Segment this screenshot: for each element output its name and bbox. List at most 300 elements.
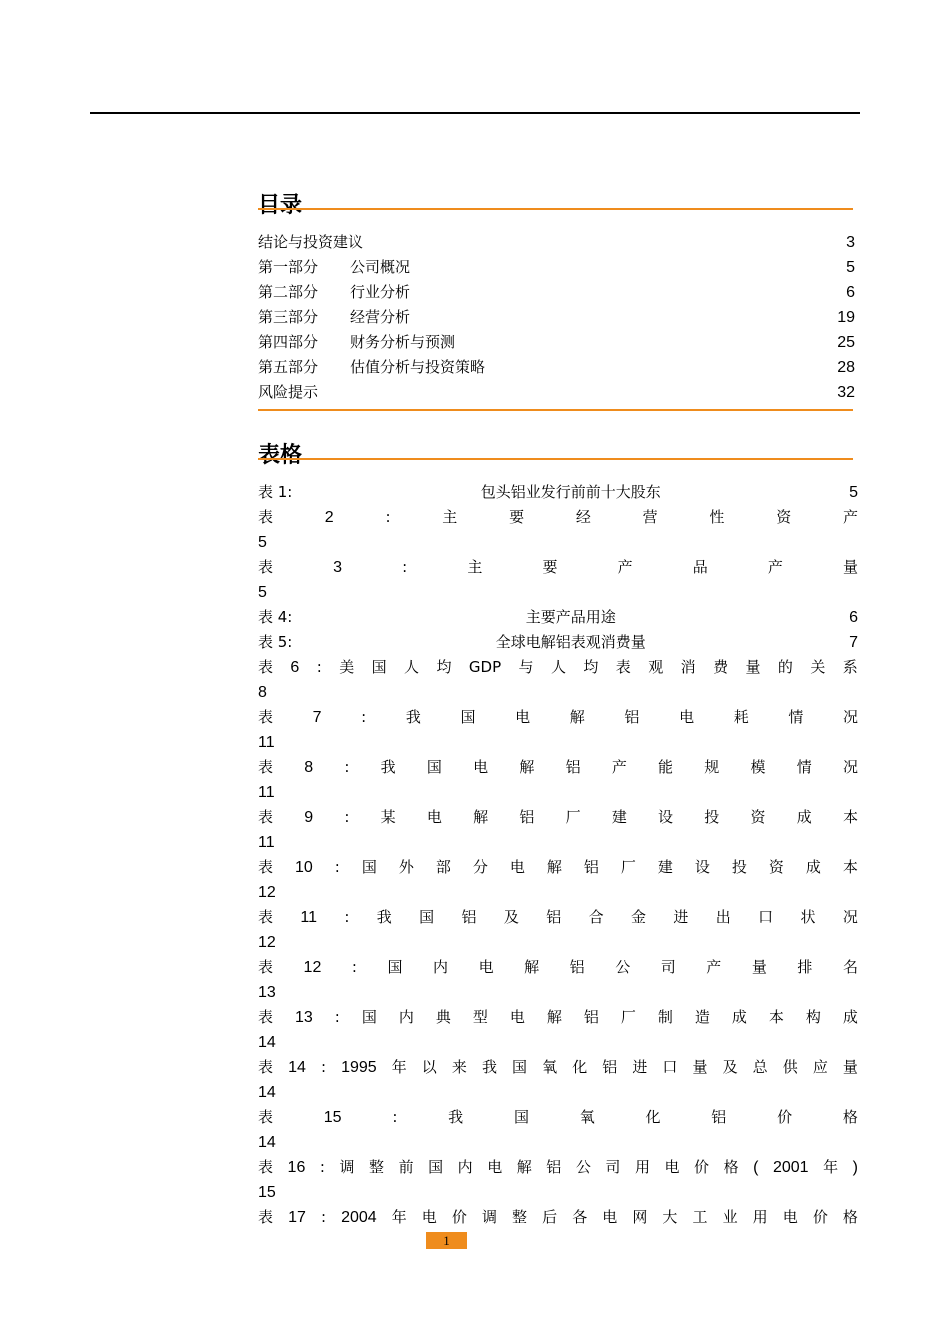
table-list-token: 能 — [658, 758, 674, 776]
table-list-token: 公 — [575, 1158, 591, 1176]
table-list-token: 国 — [387, 958, 403, 976]
table-list-token: : — [385, 508, 391, 526]
toc-entry-title: 经营分析 — [350, 308, 411, 326]
table-list-entry-line — [258, 555, 858, 580]
table-list-token: 电 — [478, 958, 494, 976]
table-list-token: 造 — [694, 1008, 710, 1026]
table-list-token: 制 — [657, 1008, 673, 1026]
table-list-token: 厂 — [620, 1008, 636, 1026]
table-list-token: 公 — [615, 958, 631, 976]
table-list-entry-line — [258, 855, 858, 880]
table-list-token: : — [402, 558, 408, 576]
table-list-token: 国 — [513, 1108, 529, 1126]
table-list-entry-line — [258, 1155, 858, 1180]
toc-entry[interactable] — [258, 305, 855, 330]
table-list-token: 资 — [776, 508, 792, 526]
table-list-token: 表 — [258, 1208, 274, 1226]
table-list-token: 解 — [524, 958, 540, 976]
toc-entry-page: 3 — [846, 234, 855, 251]
toc-entry-page: 19 — [837, 309, 855, 326]
table-list-token: 工 — [692, 1208, 708, 1226]
table-list-token: 后 — [542, 1208, 558, 1226]
table-list-token: 资 — [768, 858, 784, 876]
toc-heading-block — [258, 192, 853, 220]
table-list-token: 解 — [546, 858, 562, 876]
table-list-token: 电 — [679, 708, 695, 726]
table-list-token: 情 — [788, 708, 804, 726]
table-list-token: : — [361, 708, 367, 726]
table-list-token: 美 — [339, 658, 355, 676]
table-list-token: 整 — [369, 1158, 385, 1176]
table-list-token: : — [334, 858, 340, 876]
table-list-token: 价 — [451, 1208, 467, 1226]
table-list-token: 构 — [805, 1008, 821, 1026]
table-list-token: 费 — [713, 658, 729, 676]
table-list-token: 消 — [680, 658, 696, 676]
table-list-entry-page: 15 — [258, 1184, 276, 1201]
table-list-entry-line — [258, 905, 858, 930]
table-list-token: 表 — [258, 658, 274, 676]
table-list-entry[interactable] — [258, 1055, 858, 1105]
table-list-token: 年 — [391, 1058, 407, 1076]
table-list-token: : — [351, 958, 357, 976]
toc-list — [258, 230, 855, 405]
table-list-token: 6 — [290, 659, 300, 676]
table-list-token: 观 — [648, 658, 664, 676]
table-list-token: 前 — [398, 1158, 414, 1176]
toc-heading: 目录 — [258, 193, 303, 218]
table-list-entry-page: 12 — [258, 934, 276, 951]
table-list-token: 合 — [588, 908, 604, 926]
table-list-token: 产 — [767, 558, 783, 576]
table-list-entry-line — [258, 1105, 858, 1130]
tables-heading-rule — [258, 458, 853, 460]
table-list-entry-page: 14 — [258, 1134, 276, 1151]
table-list-entry[interactable] — [258, 705, 858, 755]
table-list-token: 司 — [660, 958, 676, 976]
table-list-token: 产 — [617, 558, 633, 576]
table-list-token: 2001 — [772, 1159, 809, 1176]
table-list-token: 铝 — [546, 908, 562, 926]
table-list-token: 型 — [472, 1008, 488, 1026]
table-list-token: 关 — [810, 658, 826, 676]
table-list-token: 电 — [426, 808, 442, 826]
table-list-token: 况 — [842, 908, 858, 926]
table-list-token: 价 — [777, 1108, 793, 1126]
table-list-token: 分 — [472, 858, 488, 876]
table-list-token: 大 — [662, 1208, 678, 1226]
table-list-entry-line — [258, 1055, 858, 1080]
table-list-entry[interactable] — [258, 655, 858, 705]
toc-entry-title: 公司概况 — [350, 258, 411, 276]
toc-entry[interactable] — [258, 255, 855, 280]
table-list-entry-page: 5 — [258, 584, 267, 601]
table-list-entry[interactable] — [258, 905, 858, 955]
table-list-token: 电 — [782, 1208, 798, 1226]
table-list-entry-page: 8 — [258, 684, 267, 701]
toc-entry[interactable] — [258, 380, 855, 405]
table-list-entry[interactable] — [258, 1205, 858, 1230]
table-list-token: 主 — [442, 508, 458, 526]
table-list-entry[interactable] — [258, 505, 858, 555]
table-list-token: 系 — [842, 658, 858, 676]
toc-entry-part: 第五部分 — [258, 358, 319, 376]
table-list-token: 解 — [516, 1158, 532, 1176]
table-list-token: 表 1: — [258, 483, 293, 501]
table-list-token: 表 — [258, 1158, 274, 1176]
table-list-token: 以 — [421, 1058, 437, 1076]
table-list-token: : — [320, 1208, 326, 1226]
table-list-token: 铝 — [583, 1008, 599, 1026]
table-list-token: 状 — [800, 908, 816, 926]
table-list-token: 铝 — [602, 1058, 618, 1076]
table-list-token: 表 — [258, 858, 274, 876]
table-list-token: : — [392, 1108, 398, 1126]
table-list-token: 2 — [324, 509, 334, 526]
table-list-token: 解 — [519, 758, 535, 776]
toc-entry-page: 25 — [837, 334, 855, 351]
table-list-token: 及 — [503, 908, 519, 926]
toc-entry[interactable] — [258, 230, 855, 255]
tables-heading-block — [258, 442, 853, 470]
table-list-token: 内 — [433, 958, 449, 976]
table-list-entry-line — [258, 505, 858, 530]
tables-heading: 表格 — [258, 443, 303, 468]
table-list-token: 情 — [796, 758, 812, 776]
table-list-token: 名 — [842, 958, 858, 976]
table-list-token: 的 — [777, 658, 793, 676]
table-list-token: 8 — [304, 759, 314, 776]
table-list-entry-page: 11 — [258, 784, 275, 801]
table-list-token: : — [320, 1058, 326, 1076]
toc-entry-page: 32 — [837, 384, 855, 401]
table-list-token: 成 — [842, 1008, 858, 1026]
table-list-token: 16 — [287, 1159, 306, 1176]
table-list-token: : — [344, 758, 350, 776]
table-list-entry-line — [258, 655, 858, 680]
table-list-token: 本 — [842, 808, 858, 826]
table-list-token: 整 — [512, 1208, 528, 1226]
table-list-token: 电 — [487, 1158, 503, 1176]
table-list-token: 表 — [258, 1058, 274, 1076]
table-list-token: 铝 — [565, 758, 581, 776]
table-list-token: 格 — [842, 1108, 858, 1126]
table-list-token: 2004 — [341, 1209, 377, 1226]
table-list-token: 用 — [634, 1158, 650, 1176]
table-list-token: 进 — [673, 908, 689, 926]
table-list-token: 产 — [611, 758, 627, 776]
table-list-token: 人 — [404, 658, 420, 676]
table-list-entry-page: 13 — [258, 984, 276, 1001]
table-list-entry[interactable] — [258, 1005, 858, 1055]
table-list-token: : — [344, 808, 350, 826]
table-list-token: 9 — [304, 809, 314, 826]
table-list-token: 厂 — [620, 858, 636, 876]
table-list-token: 我 — [376, 908, 392, 926]
table-list-token: 电 — [602, 1208, 618, 1226]
table-list-token: 均 — [436, 658, 452, 676]
table-list-token: 国 — [419, 908, 435, 926]
table-list-token: 表 — [258, 758, 274, 776]
table-list-token: 成 — [805, 858, 821, 876]
table-list-token: 主 — [467, 558, 483, 576]
table-list-entry-line — [258, 805, 858, 830]
table-list-token: 铝 — [711, 1108, 727, 1126]
table-list-token: 投 — [731, 858, 747, 876]
table-list-token: 国 — [361, 1008, 377, 1026]
table-list-entry-line — [258, 955, 858, 980]
table-list-token: 年 — [823, 1158, 839, 1176]
table-list-token: 营 — [642, 508, 658, 526]
table-list-token: 电 — [664, 1158, 680, 1176]
table-list-token: 外 — [398, 858, 414, 876]
table-list-token: 1995 — [341, 1059, 377, 1076]
tables-list — [258, 480, 858, 1230]
table-list-token: 主要产品用途 — [525, 608, 616, 626]
table-list-token: ( — [753, 1159, 759, 1176]
table-list-token: : — [344, 908, 350, 926]
toc-entry-title: 行业分析 — [350, 283, 411, 301]
table-list-token: 包头铝业发行前前十大股东 — [480, 483, 661, 501]
table-list-entry[interactable] — [258, 805, 858, 855]
toc-entry-part: 第二部分 — [258, 283, 319, 301]
table-list-token: 金 — [631, 908, 647, 926]
table-list-entry-page: 5 — [258, 534, 267, 551]
toc-bottom-rule — [258, 409, 853, 411]
table-list-token: 量 — [842, 558, 858, 576]
table-list-token: 量 — [751, 958, 767, 976]
table-list-token: 解 — [569, 708, 585, 726]
table-list-token: 我 — [380, 758, 396, 776]
header-rule — [90, 112, 860, 114]
table-list-token: 与 — [518, 658, 534, 676]
table-list-token: 成 — [731, 1008, 747, 1026]
table-list-token: 排 — [797, 958, 813, 976]
table-list-token: 内 — [398, 1008, 414, 1026]
table-list-token: 典 — [435, 1008, 451, 1026]
table-list-token: 来 — [451, 1058, 467, 1076]
table-list-entry[interactable] — [258, 755, 858, 805]
table-list-entry-line — [258, 480, 858, 505]
table-list-token: 资 — [750, 808, 766, 826]
toc-entry-page: 6 — [846, 284, 855, 301]
table-list-token: 本 — [768, 1008, 784, 1026]
table-list-token: 某 — [380, 808, 396, 826]
table-list-token: 建 — [611, 808, 627, 826]
table-list-entry[interactable] — [258, 605, 858, 630]
table-list-entry[interactable] — [258, 1105, 858, 1155]
table-list-token: 17 — [288, 1209, 306, 1226]
table-list-token: 本 — [842, 858, 858, 876]
toc-entry[interactable] — [258, 355, 855, 380]
table-list-token: ) — [852, 1159, 858, 1176]
table-list-token: 价 — [812, 1208, 828, 1226]
table-list-token: 部 — [435, 858, 451, 876]
table-list-token: 格 — [723, 1158, 739, 1176]
table-list-entry-line — [258, 605, 858, 630]
toc-entry-part: 第三部分 — [258, 308, 319, 326]
table-list-entry-line — [258, 705, 858, 730]
table-list-token: 国 — [512, 1058, 528, 1076]
table-list-token: 成 — [796, 808, 812, 826]
table-list-entry[interactable] — [258, 630, 858, 655]
table-list-token: : — [316, 658, 322, 676]
table-list-entry-line — [258, 1005, 858, 1030]
table-list-entry-line — [258, 755, 858, 780]
table-list-token: 10 — [295, 859, 313, 876]
table-list-entry[interactable] — [258, 480, 858, 505]
table-list-token: 电 — [509, 1008, 525, 1026]
table-list-token: 业 — [722, 1208, 738, 1226]
table-list-token: 规 — [704, 758, 720, 776]
table-list-token: 国 — [371, 658, 387, 676]
table-list-token: 3 — [333, 559, 343, 576]
toc-entry-part: 第一部分 — [258, 258, 319, 276]
table-list-token: 司 — [605, 1158, 621, 1176]
table-list-token: 各 — [572, 1208, 588, 1226]
table-list-token: 表 — [258, 1008, 274, 1026]
table-list-token: 表 4: — [258, 608, 293, 626]
table-list-token: 模 — [750, 758, 766, 776]
table-list-token: 铝 — [569, 958, 585, 976]
table-list-token: 6 — [849, 609, 858, 626]
table-list-token: 用 — [752, 1208, 768, 1226]
table-list-token: 量 — [692, 1058, 708, 1076]
table-list-token: GDP — [468, 658, 502, 676]
table-list-token: 调 — [481, 1208, 497, 1226]
table-list-token: 13 — [295, 1009, 313, 1026]
table-list-token: 12 — [303, 959, 322, 976]
table-list-token: 产 — [706, 958, 722, 976]
table-list-token: 调 — [339, 1158, 355, 1176]
table-list-token: 表 — [258, 1108, 274, 1126]
table-list-token: 氧 — [542, 1058, 558, 1076]
table-list-token: 7 — [312, 709, 322, 726]
table-list-entry-page: 14 — [258, 1034, 276, 1051]
table-list-token: 内 — [457, 1158, 473, 1176]
table-list-token: 人 — [550, 658, 566, 676]
table-list-token: 量 — [842, 1058, 858, 1076]
table-list-token: 况 — [842, 758, 858, 776]
table-list-token: 口 — [662, 1058, 678, 1076]
table-list-token: 电 — [473, 758, 489, 776]
table-list-token: 表 — [258, 958, 274, 976]
table-list-token: 表 — [258, 808, 274, 826]
table-list-token: 耗 — [733, 708, 749, 726]
table-list-token: 出 — [715, 908, 731, 926]
table-list-token: 化 — [572, 1058, 588, 1076]
table-list-entry[interactable] — [258, 555, 858, 605]
table-list-token: 厂 — [565, 808, 581, 826]
table-list-token: 设 — [658, 808, 674, 826]
table-list-token: 量 — [745, 658, 761, 676]
table-list-token: 铝 — [519, 808, 535, 826]
table-list-token: 经 — [575, 508, 591, 526]
table-list-token: 建 — [657, 858, 673, 876]
table-list-token: 铝 — [461, 908, 477, 926]
toc-entry-title: 估值分析与投资策略 — [350, 358, 486, 376]
table-list-token: 供 — [782, 1058, 798, 1076]
page-number-badge: 1 — [426, 1232, 467, 1249]
toc-entry-page: 5 — [846, 259, 855, 276]
table-list-token: 格 — [842, 1208, 858, 1226]
table-list-token: 表 — [258, 508, 274, 526]
table-list-token: : — [334, 1008, 340, 1026]
table-list-token: 进 — [632, 1058, 648, 1076]
table-list-entry-page: 14 — [258, 1084, 276, 1101]
table-list-token: 5 — [849, 484, 858, 501]
table-list-token: 电 — [515, 708, 531, 726]
toc-entry[interactable] — [258, 280, 855, 305]
table-list-entry-page: 11 — [258, 734, 275, 751]
table-list-token: 铝 — [546, 1158, 562, 1176]
table-list-entry-line — [258, 630, 858, 655]
table-list-token: 11 — [300, 909, 317, 926]
table-list-token: 我 — [481, 1058, 497, 1076]
table-list-token: 我 — [448, 1108, 464, 1126]
table-list-token: 口 — [758, 908, 774, 926]
toc-entry-title: 财务分析与预测 — [350, 333, 456, 351]
table-list-token: 解 — [546, 1008, 562, 1026]
table-list-token: 电 — [421, 1208, 437, 1226]
table-list-token: 国 — [428, 1158, 444, 1176]
table-list-token: 性 — [709, 508, 725, 526]
table-list-entry[interactable] — [258, 855, 858, 905]
toc-heading-rule — [258, 208, 853, 210]
table-list-token: 网 — [632, 1208, 648, 1226]
toc-entry-title: 风险提示 — [258, 383, 319, 401]
table-list-token: 15 — [323, 1109, 342, 1126]
table-list-token: 国 — [426, 758, 442, 776]
table-list-token: 况 — [842, 708, 858, 726]
table-list-token: 表 — [258, 908, 274, 926]
table-list-token: 及 — [722, 1058, 738, 1076]
table-list-token: 产 — [842, 508, 858, 526]
table-list-token: 电 — [509, 858, 525, 876]
table-list-token: : — [319, 1158, 325, 1176]
table-list-token: 国 — [361, 858, 377, 876]
table-list-entry-line — [258, 1205, 858, 1230]
table-list-token: 价 — [694, 1158, 710, 1176]
table-list-token: 国 — [460, 708, 476, 726]
table-list-token: 设 — [694, 858, 710, 876]
table-list-token: 品 — [692, 558, 708, 576]
table-list-entry-page: 12 — [258, 884, 276, 901]
toc-entry-title: 结论与投资建议 — [258, 233, 364, 251]
table-list-token: 表 — [258, 708, 274, 726]
table-list-token: 年 — [391, 1208, 407, 1226]
table-list-token: 表 5: — [258, 633, 293, 651]
table-list-token: 铝 — [583, 858, 599, 876]
toc-entry-page: 28 — [837, 359, 855, 376]
table-list-entry[interactable] — [258, 1155, 858, 1205]
table-list-token: 投 — [704, 808, 720, 826]
table-list-entry-page: 11 — [258, 834, 275, 851]
table-list-token: 总 — [752, 1058, 768, 1076]
table-list-token: 氧 — [579, 1108, 595, 1126]
table-list-token: 要 — [542, 558, 558, 576]
table-list-token: 14 — [288, 1059, 306, 1076]
table-list-token: 铝 — [624, 708, 640, 726]
table-list-token: 表 — [615, 658, 631, 676]
toc-entry[interactable] — [258, 330, 855, 355]
table-list-token: 均 — [583, 658, 599, 676]
table-list-token: 解 — [473, 808, 489, 826]
table-list-entry[interactable] — [258, 955, 858, 1005]
table-list-token: 应 — [812, 1058, 828, 1076]
toc-entry-part: 第四部分 — [258, 333, 319, 351]
table-list-token: 全球电解铝表观消费量 — [495, 633, 646, 651]
